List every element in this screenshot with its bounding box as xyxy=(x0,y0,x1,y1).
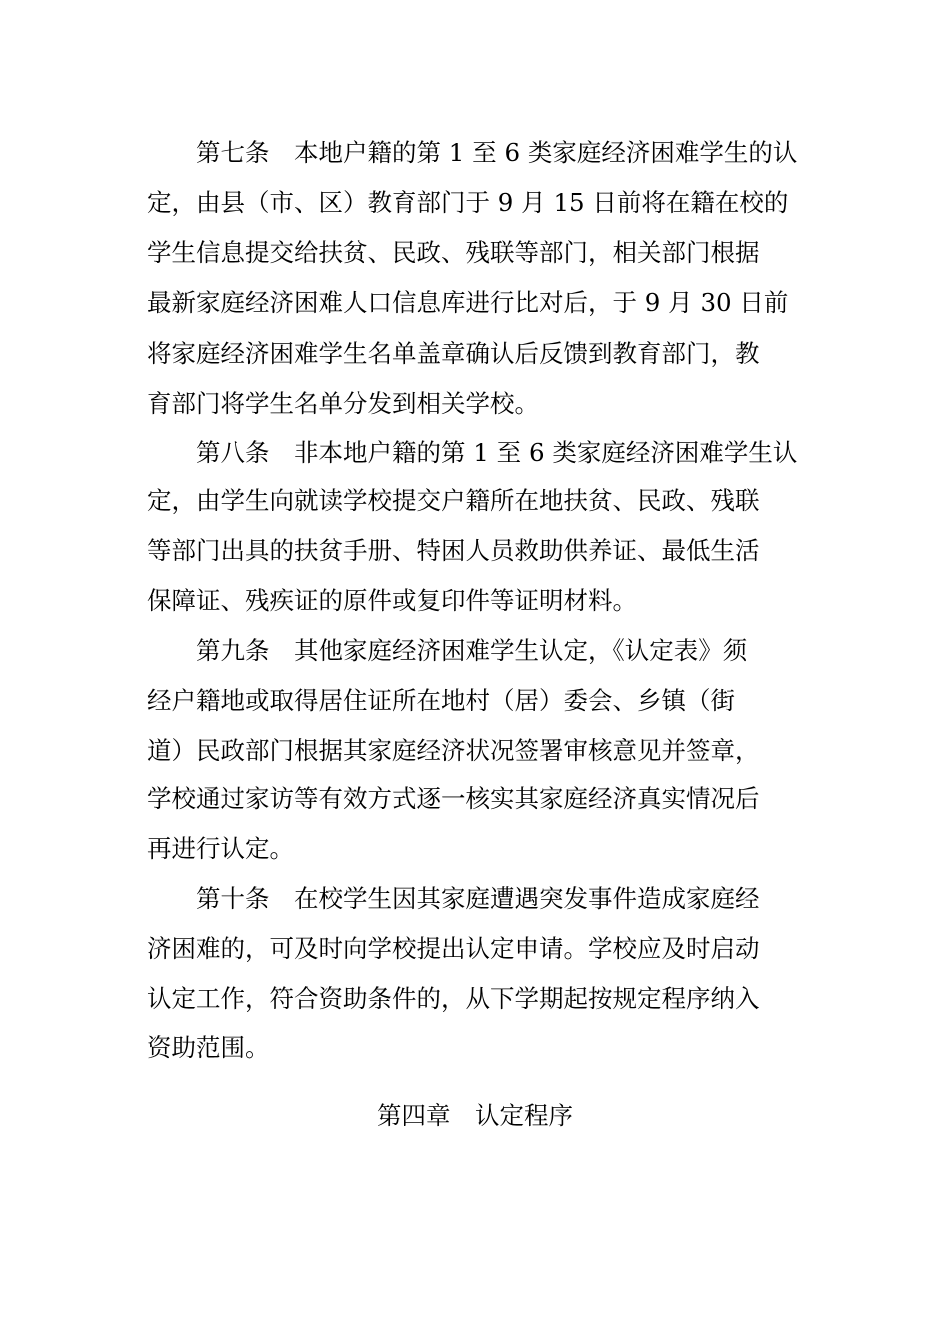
article-10-line-1: 第十条 在校学生因其家庭遭遇突发事件造成家庭经 xyxy=(196,884,760,913)
article-8-line-1: 第八条 非本地户籍的第 1 至 6 类家庭经济困难学生认 xyxy=(196,438,798,467)
article-7-line-1: 第七条 本地户籍的第 1 至 6 类家庭经济困难学生的认 xyxy=(196,138,798,167)
article-10-line-3: 认定工作，符合资助条件的，从下学期起按规定程序纳入 xyxy=(147,984,760,1013)
article-7-line-2: 定，由县（市、区）教育部门于 9 月 15 日前将在籍在校的 xyxy=(147,188,789,217)
article-7-line-5: 将家庭经济困难学生名单盖章确认后反馈到教育部门，教 xyxy=(147,339,760,368)
article-9-line-5: 再进行认定。 xyxy=(147,834,294,863)
article-8-line-3: 等部门出具的扶贫手册、特困人员救助供养证、最低生活 xyxy=(147,536,760,565)
article-10-line-4: 资助范围。 xyxy=(147,1033,270,1062)
article-8-line-2: 定，由学生向就读学校提交户籍所在地扶贫、民政、残联 xyxy=(147,486,760,515)
article-9-line-3: 道）民政部门根据其家庭经济状况签署审核意见并签章， xyxy=(147,736,760,765)
article-9-line-4: 学校通过家访等有效方式逐一核实其家庭经济真实情况后 xyxy=(147,784,760,813)
article-7-line-6: 育部门将学生名单分发到相关学校。 xyxy=(147,389,539,418)
chapter-heading: 第四章 认定程序 xyxy=(377,1101,573,1130)
article-9-line-2: 经户籍地或取得居住证所在地村（居）委会、乡镇（街 xyxy=(147,686,735,715)
article-8-line-4: 保障证、残疾证的原件或复印件等证明材料。 xyxy=(147,586,637,615)
article-9-line-1: 第九条 其他家庭经济困难学生认定，《认定表》须 xyxy=(196,636,748,665)
article-10-line-2: 济困难的，可及时向学校提出认定申请。学校应及时启动 xyxy=(147,934,760,963)
article-7-line-4: 最新家庭经济困难人口信息库进行比对后，于 9 月 30 日前 xyxy=(147,288,789,317)
article-7-line-3: 学生信息提交给扶贫、民政、残联等部门，相关部门根据 xyxy=(147,238,760,267)
